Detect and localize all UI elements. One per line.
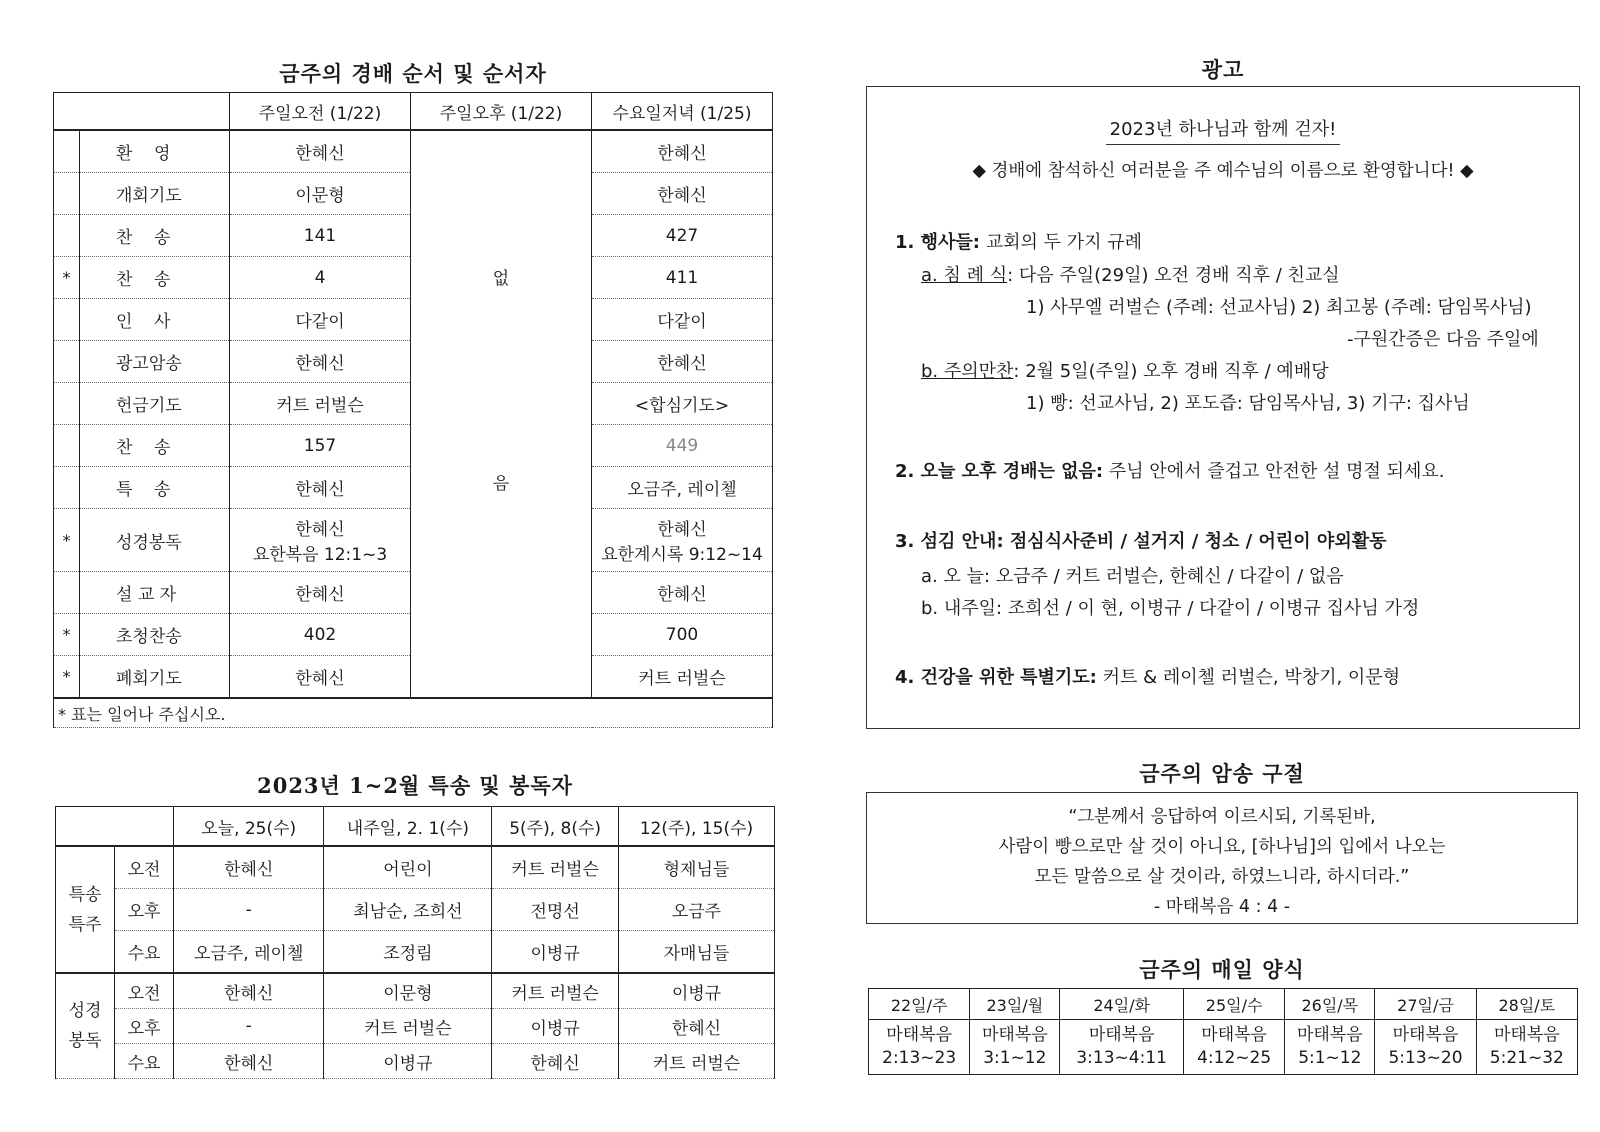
schedule-group-label [56,846,115,973]
order-row-star [54,299,80,341]
order-row-star [54,383,80,425]
order-row-label: 헌금기도 [80,383,230,425]
ad-item-1b [921,357,1329,383]
daily-reading-cell [869,1020,970,1075]
order-note: * 표는 일어나 주십시오. [54,698,773,728]
verse-reference: - 마태복음 4 : 4 - [1153,897,1291,917]
schedule-cell: 한혜신 [618,1009,774,1044]
order-row-am-line: 이문형 [295,186,345,206]
schedule-group-label-line: 특주 [68,914,102,935]
order-row-am [230,130,411,173]
worship-order-table [53,92,773,728]
order-row-wed [592,614,773,656]
daily-day: 25일/수 [1183,989,1284,1020]
order-note-row [54,698,773,728]
daily-header-row [869,989,1578,1020]
schedule-cell: 최남순, 조희선 [324,889,492,931]
order-row-wed-line: 한혜신 [657,144,707,164]
ad-item-1a-detail2: -구원간증은 다음 주일에 [1347,329,1539,350]
order-pm-none-top: 없 [492,269,510,289]
order-row-wed [592,383,773,425]
order-row-am-line: 157 [303,435,337,456]
order-row-label: 특 송 [80,467,230,509]
schedule-group-label-line: 봉독 [68,1031,102,1051]
order-row-am-line: 402 [303,624,337,645]
order-row-label: 찬 송 [80,257,230,299]
daily-book: 마태복음 [1201,1025,1267,1045]
order-row-am [230,614,411,656]
schedule-row [56,889,775,931]
order-row-am-line: 한혜신 [295,669,345,689]
ad-headline: 2023년 하나님과 함께 걷자! [867,115,1579,141]
order-row-am-line: 한혜신 [295,480,345,500]
schedule-header-1: 내주일, 2. 1(수) [324,807,492,847]
schedule-row [56,973,775,1009]
order-row-star [54,215,80,257]
schedule-header-corner [56,807,174,847]
ad-item-4-text: 커트 & 레이첼 러벌슨, 박창기, 이문형 [1096,667,1401,688]
order-row-am-line: 4 [314,267,326,288]
schedule-sub-label: 오후 [115,889,174,931]
announcements-box [866,86,1580,729]
verse-title: 금주의 암송 구절 [1139,761,1305,786]
ad-item-2-text: 주님 안에서 즐겁고 안전한 설 명절 되세요. [1103,461,1445,482]
order-row-wed-line: 427 [665,225,699,246]
order-row-wed-line: 한혜신 [657,520,707,540]
order-row-wed [592,257,773,299]
order-row-wed [592,341,773,383]
schedule-cell: - [174,1009,324,1044]
schedule-cell: 전명선 [492,889,619,931]
order-row-label: 환 영 [80,130,230,173]
order-row-wed [592,656,773,699]
daily-ref: 3:13~4:11 [1076,1048,1167,1068]
schedule-header-row [56,807,775,847]
order-row-am [230,509,411,572]
schedule-sub-label: 오전 [115,846,174,889]
order-row-star: * [54,656,80,699]
schedule-cell: 이병규 [492,931,619,974]
order-row-star [54,130,80,173]
order-header-row [54,93,773,131]
ad-item-2-title: 2. 오늘 오후 경배는 없음: [895,461,1104,482]
daily-book: 마태복음 [981,1025,1048,1045]
schedule-group-label-line: 성경 [68,1001,102,1021]
daily-day: 27일/금 [1375,989,1476,1020]
ad-item-1-text: 교회의 두 가지 규례 [980,232,1142,253]
order-row-wed-line: 오금주, 레이첼 [627,480,737,500]
daily-ref: 2:13~23 [882,1048,957,1068]
schedule-cell: 이병규 [618,973,774,1009]
daily-book: 마태복음 [1296,1025,1363,1045]
schedule-body [56,846,775,1079]
schedule-cell: 커트 러벌슨 [618,1044,774,1079]
order-row-wed-line: 449 [665,435,699,456]
schedule-sub-label: 오전 [115,973,174,1009]
ad-item-4 [895,663,1400,689]
memory-verse-box [866,792,1578,924]
schedule-cell: 이문형 [324,973,492,1009]
order-row-am [230,425,411,467]
ad-welcome: ◆ 경배에 참석하신 여러분을 주 예수님의 이름으로 환영합니다! ◆ [972,161,1474,181]
schedule-cell: 오금주, 레이첼 [174,931,324,974]
schedule-cell: 조정림 [324,931,492,974]
order-row-wed-line: 다같이 [657,312,707,332]
daily-day: 24일/화 [1060,989,1184,1020]
order-row-star [54,425,80,467]
schedule-cell: 어린이 [324,846,492,889]
daily-day: 28일/토 [1476,989,1577,1020]
verse-line-3: 모든 말씀으로 살 것이라, 하였느니라, 하시더라.” [1034,867,1410,887]
order-row-am [230,299,411,341]
order-row-label: 광고암송 [80,341,230,383]
daily-day: 26일/목 [1285,989,1375,1020]
ad-item-4-title: 4. 건강을 위한 특별기도: [895,667,1097,688]
order-row-star [54,341,80,383]
order-row-label: 찬 송 [80,425,230,467]
order-row-label: 초청찬송 [80,614,230,656]
special-schedule-table [55,806,775,1079]
order-row-wed-line: 한혜신 [657,186,707,206]
order-row-wed-line: 한혜신 [657,354,707,374]
order-row-star [54,173,80,215]
order-row-label: 폐회기도 [80,656,230,699]
daily-reading-table [868,988,1578,1075]
schedule-cell: 오금주 [618,889,774,931]
schedule-cell: 커트 러벌슨 [324,1009,492,1044]
order-header-corner [54,93,230,131]
ad-item-2 [895,457,1445,483]
ad-item-1a-detail: 1) 사무엘 러벌슨 (주례: 선교사님) 2) 최고봉 (주례: 담임목사님) [1026,297,1532,318]
order-row-wed [592,299,773,341]
schedule-row [56,846,775,889]
order-row-am-line: 141 [303,225,337,246]
ad-item-1b-label: b. 주의만찬 [921,361,1014,382]
daily-book: 마태복음 [1493,1025,1560,1045]
schedule-cell: 한혜신 [174,846,324,889]
order-row-star: * [54,257,80,299]
schedule-cell: - [174,889,324,931]
ad-item-3: 3. 섬김 안내: 점심식사준비 / 설거지 / 청소 / 어린이 야외활동 [895,531,1387,552]
schedule-sub-label: 수요 [115,1044,174,1079]
daily-ref: 5:21~32 [1489,1048,1564,1068]
order-row-label: 설 교 자 [80,572,230,614]
order-row [54,130,773,173]
order-header-pm: 주일오후 (1/22) [411,93,592,131]
order-row-label: 찬 송 [80,215,230,257]
schedule-cell: 형제님들 [618,846,774,889]
order-row-am-line: 커트 러벌슨 [276,396,364,416]
order-row-label: 성경봉독 [80,509,230,572]
verse-line-2: 사람이 빵으로만 살 것이 아니요, [하나님]의 입에서 나오는 [998,837,1446,857]
daily-book: 마태복음 [1392,1025,1459,1045]
order-row-am [230,173,411,215]
schedule-row [56,931,775,974]
daily-reading-cell [1060,1020,1184,1075]
daily-ref: 5:1~12 [1298,1048,1362,1068]
schedule-header-2: 5(주), 8(수) [492,807,619,847]
schedule-title: 2023년 1~2월 특송 및 봉독자 [257,773,573,798]
order-row-am [230,572,411,614]
order-row-am [230,257,411,299]
order-row-am-line: 요한복음 12:1~3 [252,545,388,565]
order-row-am-line: 한혜신 [295,585,345,605]
order-row-am-line: 다같이 [295,312,345,332]
ad-item-1a-label: a. 침 례 식 [921,265,1008,286]
order-row-label: 인 사 [80,299,230,341]
schedule-cell: 커트 러벌슨 [492,846,619,889]
schedule-cell: 자매님들 [618,931,774,974]
order-row-am-line: 한혜신 [295,354,345,374]
order-row-wed [592,572,773,614]
daily-book: 마태복음 [1088,1025,1155,1045]
schedule-header-0: 오늘, 25(수) [174,807,324,847]
order-header-wed: 수요일저녁 (1/25) [592,93,773,131]
order-row-am [230,467,411,509]
daily-day: 22일/주 [869,989,970,1020]
order-row-star [54,467,80,509]
ad-item-1 [895,228,1142,254]
schedule-row [56,1044,775,1079]
order-row-wed-line: 한혜신 [657,585,707,605]
order-row-wed [592,425,773,467]
schedule-sub-label: 수요 [115,931,174,974]
daily-ref: 4:12~25 [1197,1048,1272,1068]
order-header-am: 주일오전 (1/22) [230,93,411,131]
schedule-cell: 한혜신 [174,1044,324,1079]
schedule-row [56,1009,775,1044]
schedule-cell: 커트 러벌슨 [492,973,619,1009]
ad-item-1b-detail: 1) 빵: 선교사님, 2) 포도즙: 담임목사님, 3) 기구: 집사님 [1026,393,1470,414]
order-pm-none-bottom: 음 [492,474,510,494]
schedule-cell: 이병규 [324,1044,492,1079]
order-row-label: 개회기도 [80,173,230,215]
schedule-group-label [56,973,115,1079]
daily-ref: 3:1~12 [983,1048,1047,1068]
daily-title: 금주의 매일 양식 [1139,957,1305,982]
schedule-cell: 한혜신 [492,1044,619,1079]
order-row-wed [592,509,773,572]
order-row-am [230,215,411,257]
schedule-group-label-line: 특송 [68,884,102,905]
order-row-wed-line: 411 [665,267,699,288]
order-row-wed [592,173,773,215]
order-row-am [230,656,411,699]
order-pm-none [411,130,592,698]
order-row-wed [592,467,773,509]
daily-reading-cell [1285,1020,1375,1075]
daily-reading-cell [970,1020,1060,1075]
order-row-wed-line: 700 [665,624,699,645]
daily-ref: 5:13~20 [1388,1048,1463,1068]
ad-item-1b-text: : 2월 5일(주일) 오후 경배 직후 / 예배당 [1013,361,1329,382]
order-row-star: * [54,509,80,572]
order-row-wed-line: <합심기도> [634,396,730,416]
ad-item-3b: b. 내주일: 조희선 / 이 현, 이병규 / 다같이 / 이병규 집사님 가정 [921,598,1420,619]
order-row-wed-line: 요한계시록 9:12~14 [601,545,763,565]
daily-reading-cell [1375,1020,1476,1075]
schedule-cell: 한혜신 [174,973,324,1009]
daily-reading-cell [1476,1020,1577,1075]
ad-item-1a [921,261,1340,287]
order-title: 금주의 경배 순서 및 순서자 [279,61,547,86]
daily-book: 마태복음 [886,1025,952,1045]
order-row-wed [592,130,773,173]
ad-item-1-title: 1. 행사들: [895,232,980,253]
ad-item-3a: a. 오 늘: 오금주 / 커트 러벌슨, 한혜신 / 다같이 / 없음 [921,566,1344,587]
order-row-am-line: 한혜신 [295,144,345,164]
order-row-am [230,383,411,425]
schedule-cell: 이병규 [492,1009,619,1044]
schedule-sub-label: 오후 [115,1009,174,1044]
order-row-wed-line: 커트 러벌슨 [638,669,726,689]
order-row-am-line: 한혜신 [295,520,345,540]
order-row-am [230,341,411,383]
daily-reading-cell [1183,1020,1284,1075]
daily-reading-row [869,1020,1578,1075]
order-row-star: * [54,614,80,656]
order-body [54,130,773,728]
verse-line-1: “그분께서 응답하여 이르시되, 기록된바, [1068,807,1376,827]
order-row-star [54,572,80,614]
schedule-header-3: 12(주), 15(수) [618,807,774,847]
ad-title: 광고 [1201,57,1245,82]
daily-day: 23일/월 [970,989,1060,1020]
ad-item-1a-text: : 다음 주일(29일) 오전 경배 직후 / 친교실 [1007,265,1340,286]
order-row-wed [592,215,773,257]
